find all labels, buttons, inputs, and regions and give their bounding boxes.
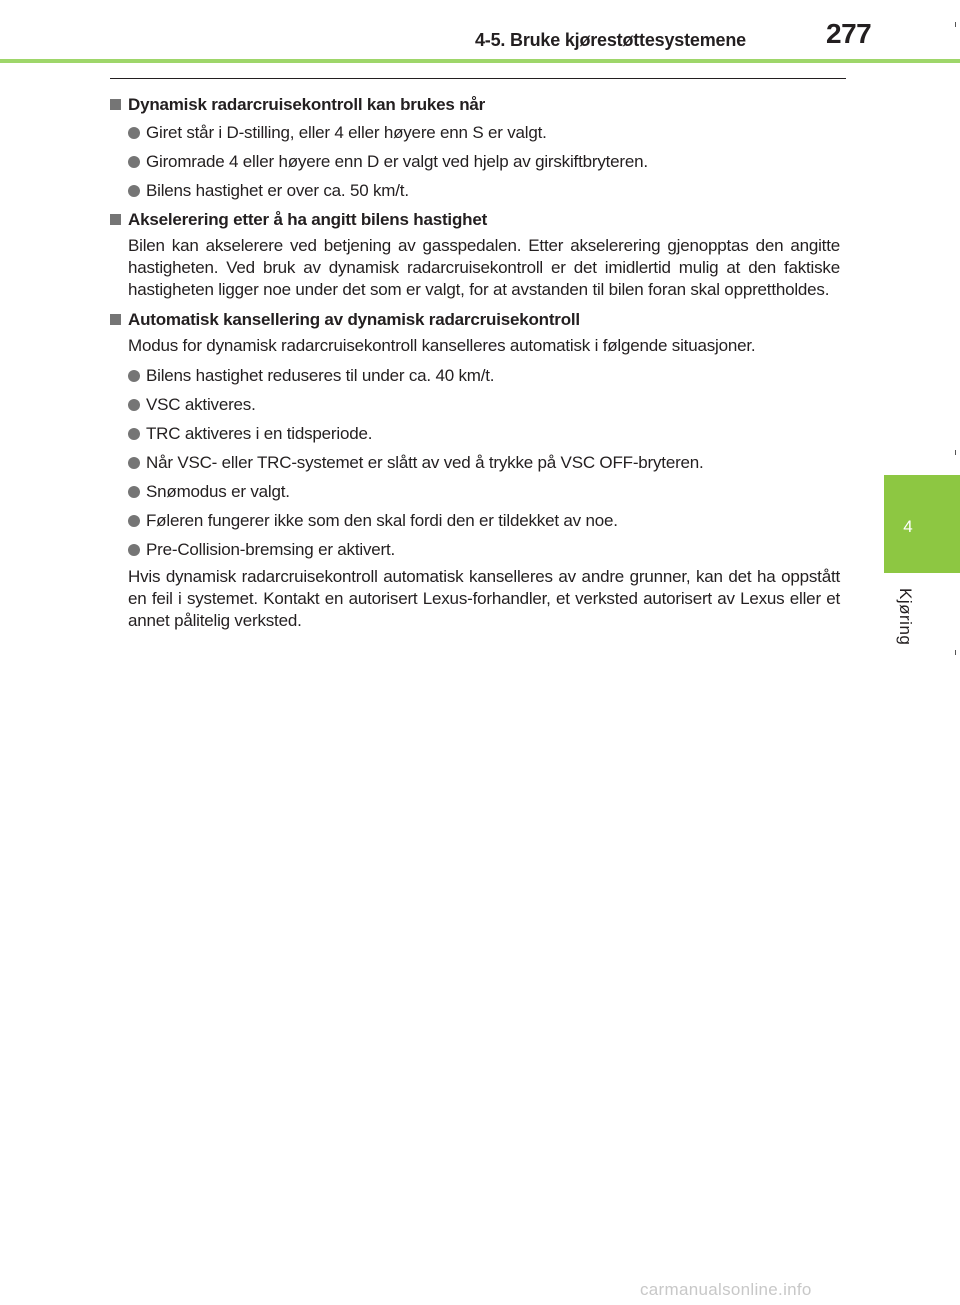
section-heading-text: Dynamisk radarcruisekontroll kan brukes når bbox=[128, 95, 486, 114]
square-bullet-icon bbox=[110, 214, 121, 225]
page-content bbox=[110, 92, 840, 632]
list-item bbox=[128, 149, 840, 178]
circle-bullet-icon bbox=[128, 544, 140, 556]
list-item-text: Bilens hastighet er over ca. 50 km/t. bbox=[146, 181, 409, 200]
circle-bullet-icon bbox=[128, 185, 140, 197]
chapter-tab-label: Kjøring bbox=[896, 588, 915, 646]
square-bullet-icon bbox=[110, 99, 121, 110]
circle-bullet-icon bbox=[128, 428, 140, 440]
paragraph: Modus for dynamisk radarcruisekontroll kanselleres automatisk i følgende situasjoner. bbox=[128, 336, 756, 355]
list-item bbox=[128, 537, 840, 566]
list-item bbox=[128, 178, 840, 207]
section-heading-text: Akselerering etter å ha angitt bilens hastighet bbox=[128, 210, 488, 229]
list-item bbox=[128, 392, 840, 421]
content-top-rule bbox=[110, 78, 846, 79]
section-heading bbox=[110, 307, 840, 335]
section-heading bbox=[110, 92, 840, 120]
circle-bullet-icon bbox=[128, 127, 140, 139]
list-item-text: VSC aktiveres. bbox=[146, 395, 256, 414]
circle-bullet-icon bbox=[128, 156, 140, 168]
circle-bullet-icon bbox=[128, 515, 140, 527]
crop-mark bbox=[955, 22, 956, 27]
list-item-text: TRC aktiveres i en tidsperiode. bbox=[146, 424, 373, 443]
list-item bbox=[128, 479, 840, 508]
page-header bbox=[0, 0, 960, 64]
circle-bullet-icon bbox=[128, 457, 140, 469]
section-heading bbox=[110, 207, 840, 235]
list-item bbox=[128, 450, 840, 479]
list-item-text: Pre-Collision-bremsing er aktivert. bbox=[146, 540, 396, 559]
list-item bbox=[128, 508, 840, 537]
header-rule bbox=[0, 59, 960, 63]
chapter-title: 4-5. Bruke kjørestøttesystemene bbox=[475, 30, 746, 50]
paragraph: Bilen kan akselerere ved betjening av gasspedalen. Etter akselerering gjenopptas den angitte hastigheten. Ved bruk av dynamisk radarcruisekontroll er det imidlertid mulig at den faktiske hastigheten ligger noe under det som er valgt, for at avstanden til bilen foran skal opprettholdes. bbox=[128, 236, 840, 299]
list-item bbox=[128, 421, 840, 450]
list-item-text: Giromrade 4 eller høyere enn D er valgt ved hjelp av girskiftbryteren. bbox=[146, 152, 648, 171]
circle-bullet-icon bbox=[128, 486, 140, 498]
crop-mark bbox=[955, 650, 956, 655]
list-item-text: Snømodus er valgt. bbox=[146, 482, 290, 501]
paragraph: Hvis dynamisk radarcruisekontroll automatisk kanselleres av andre grunner, kan det ha oppstått en feil i systemet. Kontakt en autorisert Lexus-forhandler, et verksted autorisert av Lexus eller et annet pålitelig verksted. bbox=[128, 567, 840, 630]
chapter-tab bbox=[884, 475, 960, 573]
square-bullet-icon bbox=[110, 314, 121, 325]
list-item-text: Giret står i D-stilling, eller 4 eller høyere enn S er valgt. bbox=[146, 123, 547, 142]
circle-bullet-icon bbox=[128, 399, 140, 411]
list-item bbox=[128, 120, 840, 149]
list-item-text: Når VSC- eller TRC-systemet er slått av ved å trykke på VSC OFF-bryteren. bbox=[146, 453, 704, 472]
circle-bullet-icon bbox=[128, 370, 140, 382]
chapter-tab-number: 4 bbox=[903, 517, 913, 536]
watermark-text: carmanualsonline.info bbox=[640, 1280, 812, 1299]
list-item-text: Føleren fungerer ikke som den skal fordi den er tildekket av noe. bbox=[146, 511, 618, 530]
crop-mark bbox=[955, 450, 956, 455]
page-number: 277 bbox=[826, 18, 872, 49]
section-heading-text: Automatisk kansellering av dynamisk radarcruisekontroll bbox=[128, 310, 580, 329]
list-item-text: Bilens hastighet reduseres til under ca. 40 km/t. bbox=[146, 366, 495, 385]
list-item bbox=[128, 363, 840, 392]
